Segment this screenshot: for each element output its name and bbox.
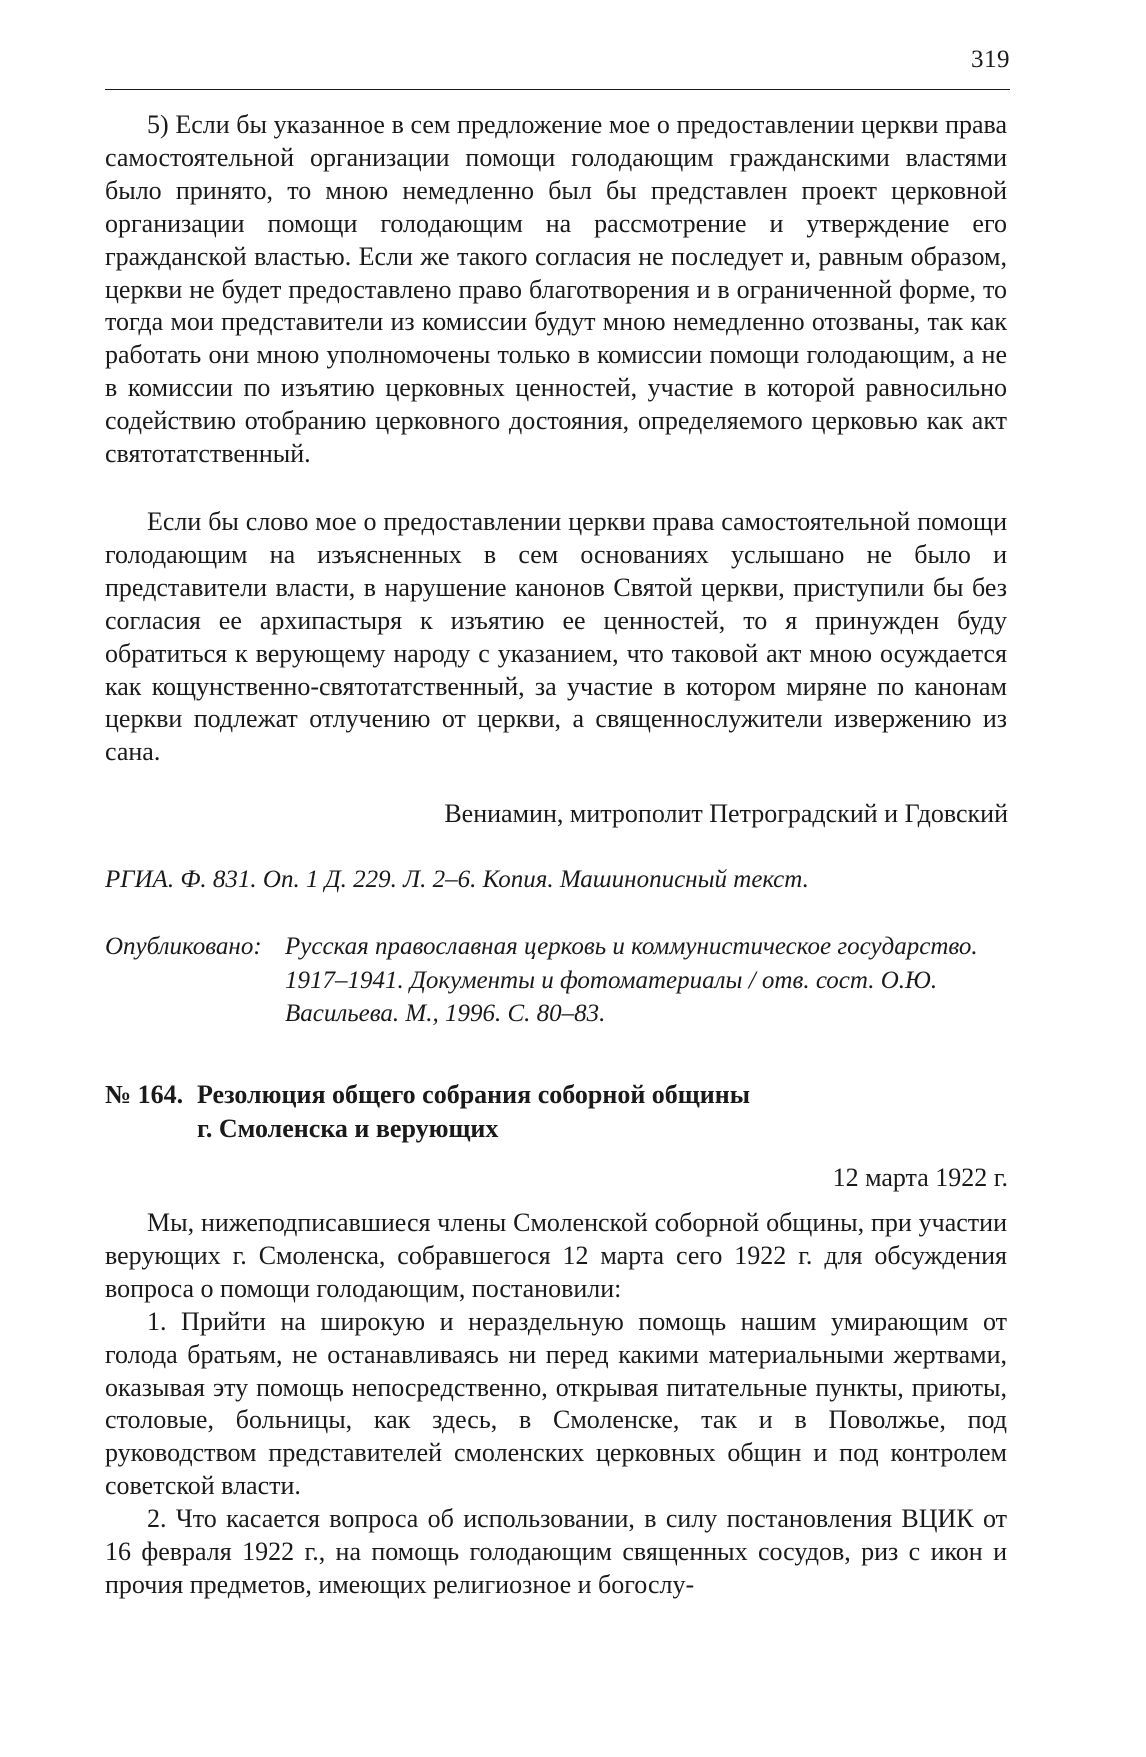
resolution-body <box>105 1207 1007 1602</box>
paragraph: 2. Что касается вопроса об использовании, в силу постановления ВЦИК от 16 февраля 1922 г., на помощь голодающим священных сосудов, риз с икон и прочия предметов, имеющих религиозное и богослу- <box>105 1504 1007 1599</box>
paragraph: Если бы слово мое о предоставлении церкви права самостоятельной помощи голодающим на изъясненных в сем основаниях услышано не было и представители власти, в нарушение канонов Святой церкви, приступили бы без согласия ее архипастыря к изъятию ее ценностей, то я принужден буду обратиться к верующему народу с указанием, что таковой акт мною осуждается как кощунственно-святотатственный, за участие в котором миряне по канонам церкви подлежат отлучению от церкви, а священнослужители извержению из сана. <box>105 507 1007 767</box>
document-title-line-1: Резолюция общего собрания соборной общины <box>197 1080 751 1109</box>
archive-source-reference: РГИА. Ф. 831. Оп. 1 Д. 229. Л. 2–6. Копия. Машинописный текст. <box>105 866 809 893</box>
page-number: 319 <box>971 46 1010 73</box>
publication-text: Русская православная церковь и коммунистическое государство. 1917–1941. Документы и фотоматериалы / отв. сост. О.Ю. Васильева. М., 1996. С. 80–83. <box>285 933 978 1027</box>
publication-label: Опубликовано: <box>105 933 262 960</box>
publication-note <box>105 930 985 1031</box>
document-number: № 164. <box>105 1080 184 1109</box>
header-rule <box>105 89 1010 90</box>
letter-continuation-paragraph-2 <box>105 506 1007 769</box>
letter-continuation-paragraph-1 <box>105 109 1007 471</box>
paragraph: 5) Если бы указанное в сем предложение мое о предоставлении церкви права самостоятельной организации помощи голодающим гражданскими властями было принято, то мною немедленно был бы представлен проект церковной организации помощи голодающим на рассмотрение и утверждение его гражданской властью. Если же такого согласия не последует и, равным образом, церкви не будет предоставлено право благотворения и в ограниченной форме, то тогда мои представители из комиссии будут мною немедленно отозваны, так как работать они мною уполномочены только в комиссии помощи голодающим, а не в комиссии по изъятию церковных ценностей, участие в которой равносильно содействию отобранию церковного достояния, определяемого церковью как акт святотатственный. <box>105 110 1007 469</box>
signature: Вениамин, митрополит Петроградский и Гдовский <box>444 799 1008 828</box>
document-title-line-2: г. Смоленска и верующих <box>197 1114 499 1143</box>
paragraph: Мы, нижеподписавшиеся члены Смоленской соборной общины, при участии верующих г. Смоленска, собравшегося 12 марта сего 1922 г. для обсуждения вопроса о помощи голодающим, постановили: <box>105 1208 1007 1303</box>
paragraph: 1. Прийти на широкую и нераздельную помощь нашим умирающим от голода братьям, не останавливаясь ни перед какими материальными жертвами, оказывая эту помощь непосредственно, открывая питательные пункты, приюты, столовые, больницы, как здесь, в Смоленске, так и в Поволжье, под руководством представителей смоленских церковных общин и под контролем советской власти. <box>105 1306 1007 1501</box>
document-date: 12 марта 1922 г. <box>832 1163 1008 1192</box>
document-heading <box>105 1078 985 1146</box>
